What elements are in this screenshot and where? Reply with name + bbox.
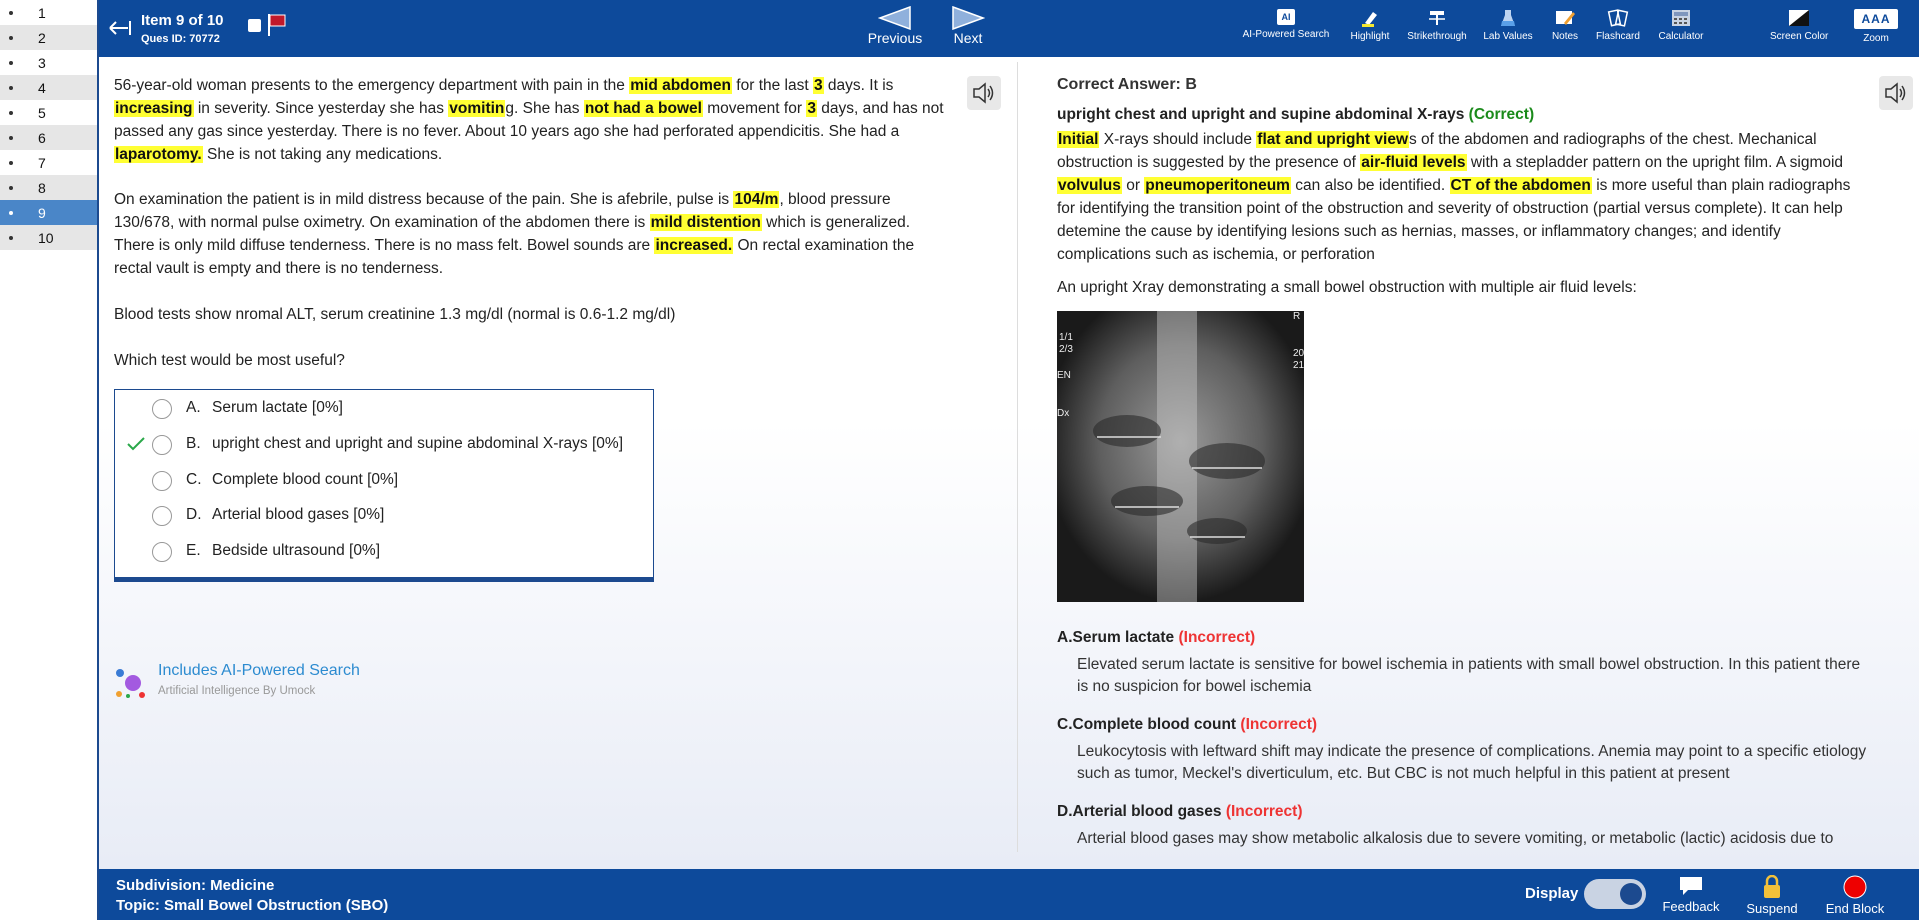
promo-subtitle: Artificial Intelligence By Umock [158, 685, 316, 697]
strikethrough-tool[interactable] [1406, 9, 1468, 42]
highlight: pneumoperitoneum [1145, 177, 1290, 194]
highlight: flat and upright view [1257, 131, 1408, 148]
choice-text: Arterial blood gases [0%] [212, 506, 385, 523]
previous-button[interactable] [865, 6, 925, 46]
incorrect-choice-heading: D.Arterial blood gases (Incorrect) [1057, 803, 1303, 820]
chat-bubble-icon [1678, 875, 1704, 897]
nav-item-label: 10 [38, 229, 54, 246]
highlight: increased. [655, 237, 733, 254]
mark-checkbox[interactable] [248, 19, 261, 32]
zoom-tool[interactable] [1851, 9, 1901, 44]
ai-search-tool[interactable] [1241, 9, 1331, 40]
nav-item-label: 7 [38, 154, 46, 171]
question-pane [99, 57, 1017, 869]
highlight-label: Highlight [1350, 31, 1390, 42]
ai-icon: AI [1277, 9, 1295, 25]
toggle-knob [1620, 883, 1642, 905]
question-stem-labs[interactable]: Blood tests show nromal ALT, serum creatinine 1.3 mg/dl (normal is 0.6-1.2 mg/dl) [114, 306, 676, 323]
highlight: mid abdomen [630, 77, 731, 94]
bullet-icon [9, 86, 13, 90]
nav-item-label: 4 [38, 79, 46, 96]
ai-search-label: AI-Powered Search [1242, 29, 1330, 40]
suspend-label: Suspend [1746, 901, 1798, 916]
speaker-icon [972, 82, 996, 104]
highlight: laparotomy. [115, 146, 202, 163]
screen-color-label: Screen Color [1770, 31, 1829, 42]
xray-label: Dx [1057, 408, 1070, 419]
zoom-label: Zoom [1863, 33, 1889, 44]
strikethrough-icon [1426, 9, 1448, 27]
explanation-text[interactable]: Initial X-rays should include flat and upright views of the abdomen and radiographs of the chest. Mechanical obstruction is suggested by the presence of air-fluid levels with a stepladder pattern on the upright film. A sigmoid volvulus or pneumoperitoneum can also be identified. CT of the abdomen is more useful than plain radiographs for identifying the transition point of the obstruction and severity of obstruction (partial versus complete). It can help detemine the cause by identifying lesions such as hernias, masses, or inflammatory changes; and identify complications such as ischemia, or perforation [1057, 131, 1851, 263]
nav-item-1[interactable] [0, 0, 97, 25]
flashcard-icon [1607, 9, 1629, 27]
choice-letter: B. [186, 435, 201, 452]
choice-letter: E. [186, 542, 201, 559]
pane-divider [1017, 62, 1018, 852]
calculator-icon [1670, 9, 1692, 27]
nav-item-label: 1 [38, 4, 46, 21]
feedback-label: Feedback [1662, 899, 1720, 914]
lock-icon [1759, 875, 1785, 899]
choice-b[interactable] [115, 430, 653, 460]
nav-item-4[interactable] [0, 75, 97, 100]
incorrect-explanation: Elevated serum lactate is sensitive for bowel ischemia in patients with small bowel obstruction. In this patient there is no suspicion for bowel ischemia [1077, 656, 1861, 695]
subdivision-label: Subdivision: Medicine [116, 877, 275, 894]
question-id: Ques ID: 70772 [141, 33, 220, 45]
item-counter: Item 9 of 10 [141, 12, 224, 29]
top-toolbar [99, 0, 1919, 57]
nav-item-2[interactable] [0, 25, 97, 50]
notes-label: Notes [1551, 31, 1579, 42]
nav-item-7[interactable] [0, 150, 97, 175]
explanation-heading: upright chest and upright and supine abdominal X-rays (Correct) [1057, 106, 1535, 123]
xray-label: EN [1057, 370, 1071, 381]
incorrect-tag: (Incorrect) [1225, 803, 1303, 820]
previous-arrow-icon [878, 6, 912, 30]
radio-button[interactable] [152, 506, 172, 526]
highlight: 3 [813, 77, 823, 94]
next-button[interactable] [938, 6, 998, 46]
radio-button[interactable] [152, 471, 172, 491]
bullet-icon [9, 186, 13, 190]
highlight-tool[interactable] [1345, 9, 1395, 42]
display-toggle[interactable] [1584, 879, 1646, 909]
footer-bar [99, 869, 1919, 920]
topic-label: Topic: Small Bowel Obstruction (SBO) [116, 897, 389, 914]
highlight: air-fluid levels [1361, 154, 1466, 171]
back-arrow-icon[interactable] [109, 18, 131, 38]
highlight: CT of the abdomen [1450, 177, 1591, 194]
xray-label: R [1293, 311, 1301, 322]
question-navigator [0, 0, 99, 920]
question-stem-paragraph-1[interactable]: 56-year-old woman presents to the emergency department with pain in the mid abdomen for the last 3 days. It is increasing in severity. Since yesterday she has vomiting. She has not had a bowel movement for 3 days, and has not passed any gas since yesterday. There is no fever. About 10 years ago she had perforated appendicitis. She had a laparotomy. She is not taking any medications. [114, 77, 944, 163]
xray-label: 20 [1293, 348, 1304, 359]
bullet-icon [9, 161, 13, 165]
choice-text: Complete blood count [0%] [212, 471, 399, 488]
strikethrough-label: Strikethrough [1407, 31, 1467, 42]
flag-icon[interactable] [267, 13, 287, 37]
nav-item-3[interactable] [0, 50, 97, 75]
highlight: not had a bowel [584, 100, 702, 117]
lab-values-tool[interactable] [1480, 9, 1536, 42]
bullet-icon [9, 36, 13, 40]
previous-label: Previous [867, 30, 923, 46]
read-aloud-button[interactable] [967, 76, 1001, 110]
nav-item-label: 6 [38, 129, 46, 146]
next-arrow-icon [951, 6, 985, 30]
nav-item-label: 3 [38, 54, 46, 71]
highlight: 104/m [734, 191, 779, 208]
choice-letter: D. [186, 506, 202, 523]
incorrect-choice-heading: C.Complete blood count (Incorrect) [1057, 716, 1318, 733]
choice-text: Serum lactate [0%] [212, 399, 343, 416]
correct-tag: (Correct) [1468, 106, 1535, 123]
xray-label: 1/1 [1059, 332, 1073, 343]
flask-icon [1497, 9, 1519, 27]
choice-c[interactable] [115, 466, 653, 496]
radio-button[interactable] [152, 399, 172, 419]
xray-graphic [1057, 311, 1304, 602]
nav-item-9[interactable] [0, 200, 97, 225]
nav-item-6[interactable] [0, 125, 97, 150]
display-label: Display [1525, 885, 1579, 902]
incorrect-explanation: Arterial blood gases may show metabolic alkalosis due to severe vomiting, or metabolic (lactic) acidosis due to [1077, 830, 1834, 847]
promo-title[interactable]: Includes AI-Powered Search [158, 662, 360, 679]
highlighter-icon [1359, 9, 1381, 27]
feedback-button[interactable] [1661, 875, 1721, 914]
highlight: vomitin [449, 100, 505, 117]
bullet-icon [9, 61, 13, 65]
highlight: mild distention [650, 214, 761, 231]
xray-label: 21 [1293, 360, 1304, 371]
read-aloud-explanation-button[interactable] [1879, 76, 1913, 110]
notes-tool[interactable] [1548, 9, 1582, 42]
calculator-tool[interactable] [1655, 9, 1707, 42]
bullet-icon [9, 111, 13, 115]
suspend-button[interactable] [1742, 875, 1802, 916]
explanation-pane [1057, 57, 1877, 869]
choice-letter: A. [186, 399, 201, 416]
next-label: Next [953, 30, 983, 46]
xray-caption: An upright Xray demonstrating a small bowel obstruction with multiple air fluid levels: [1057, 279, 1637, 296]
flashcard-tool[interactable] [1594, 9, 1642, 42]
screen-color-icon [1788, 9, 1810, 27]
nav-item-label: 5 [38, 104, 46, 121]
question-stem-paragraph-2[interactable]: On examination the patient is in mild distress because of the pain. She is afebrile, pulse is 104/m, blood pressure 130/678, with normal pulse oximetry. On examination of the abdomen there is mild distention which is generalized. There is only mild diffuse tenderness. There is no mass felt. Bowel sounds are increased. On rectal examination the rectal vault is empty and there is no tenderness. [114, 191, 915, 277]
nav-item-label: 2 [38, 29, 46, 46]
nav-item-10[interactable] [0, 225, 97, 250]
calculator-label: Calculator [1658, 31, 1704, 42]
incorrect-choice-heading: A.Serum lactate (Incorrect) [1057, 629, 1256, 646]
notes-icon [1554, 9, 1576, 27]
choice-text: Bedside ultrasound [0%] [212, 542, 381, 559]
stop-icon [1843, 875, 1867, 899]
xray-image[interactable] [1057, 311, 1304, 602]
end-block-label: End Block [1825, 901, 1885, 916]
main-content [99, 57, 1919, 869]
choice-letter: C. [186, 471, 202, 488]
radio-button[interactable] [152, 435, 172, 455]
bullet-icon [9, 11, 13, 15]
zoom-icon: AAA [1854, 9, 1898, 29]
screen-color-tool[interactable] [1770, 9, 1828, 42]
bullet-icon [9, 136, 13, 140]
xray-label: 2/3 [1059, 344, 1073, 355]
highlight: increasing [115, 100, 193, 117]
correct-answer-label: Correct Answer: B [1057, 76, 1197, 93]
end-block-button[interactable] [1819, 875, 1891, 916]
nav-item-8[interactable] [0, 175, 97, 200]
question-prompt[interactable]: Which test would be most useful? [114, 352, 345, 369]
speaker-icon [1884, 82, 1908, 104]
incorrect-tag: (Incorrect) [1178, 629, 1256, 646]
correct-check-icon [127, 437, 145, 451]
choice-e[interactable] [115, 537, 653, 567]
radio-button[interactable] [152, 542, 172, 562]
ai-search-promo[interactable] [114, 662, 414, 702]
answer-choices [114, 389, 654, 582]
bullet-icon [9, 236, 13, 240]
incorrect-explanation: Leukocytosis with leftward shift may indicate the presence of complications. Anemia may point to a specific etiology such as tumor, Meckel's diverticulum, etc. But CBC is not much helpful in this patient at present [1077, 743, 1867, 782]
choice-text: upright chest and upright and supine abdominal X-rays [0%] [212, 435, 623, 452]
choice-d[interactable] [115, 501, 653, 531]
choice-a[interactable] [115, 394, 653, 424]
incorrect-tag: (Incorrect) [1240, 716, 1318, 733]
highlight: volvulus [1058, 177, 1121, 194]
bullet-icon [9, 211, 13, 215]
highlight: Initial [1058, 131, 1099, 148]
flashcard-label: Flashcard [1596, 31, 1640, 42]
nav-item-label: 8 [38, 179, 46, 196]
nav-item-5[interactable] [0, 100, 97, 125]
ai-logo-icon [114, 667, 146, 699]
lab-values-label: Lab Values [1483, 31, 1533, 42]
highlight: 3 [807, 100, 816, 117]
nav-item-label: 9 [38, 204, 46, 221]
